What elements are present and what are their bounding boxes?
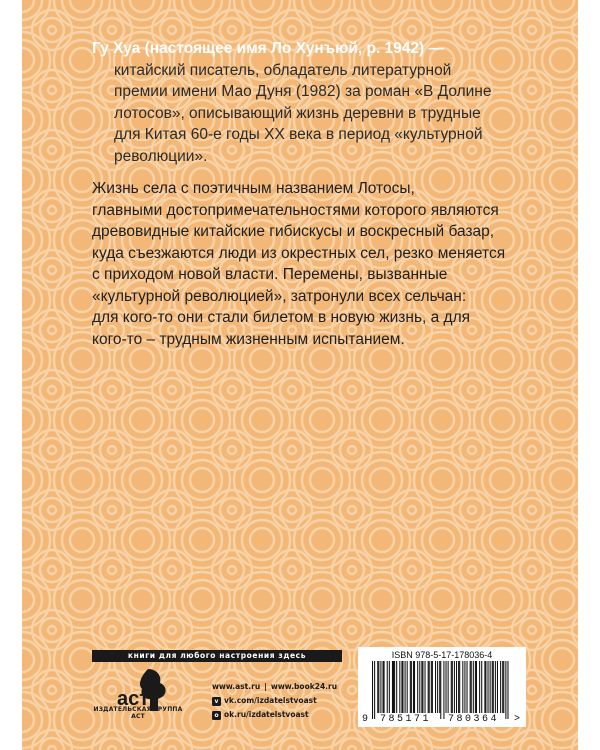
blurb-line: с приходом новой власти. Перемены, вызванные <box>92 266 448 283</box>
barcode-bar <box>503 661 504 713</box>
barcode-bar <box>476 661 477 713</box>
barcode-bar <box>421 661 422 713</box>
barcode-bar <box>393 661 394 713</box>
barcode-bar <box>439 661 440 713</box>
barcode-bar <box>467 661 468 713</box>
barcode-bar <box>481 661 482 713</box>
barcode-bar <box>399 661 400 713</box>
barcode-bar <box>488 661 489 713</box>
link-separator: | <box>264 682 267 691</box>
author-name: Гу Хуа (настоящее имя Ло Хунъюй, р. 1942) — <box>92 40 445 57</box>
blurb-line: главными достопримечательностями которого являются <box>92 201 499 219</box>
barcode-bar <box>414 661 415 713</box>
publisher-links <box>212 680 337 722</box>
barcode-bar <box>458 661 459 713</box>
barcode-bar <box>479 661 480 713</box>
barcode-bar <box>389 661 390 713</box>
barcode-bar <box>425 661 426 713</box>
isbn-barcode <box>358 647 526 727</box>
barcode-bar <box>464 661 465 713</box>
barcode-bar <box>380 661 381 713</box>
barcode-bar <box>490 661 491 713</box>
barcode-bar <box>492 661 493 713</box>
barcode-bar <box>446 661 447 713</box>
barcode-bar <box>431 661 432 713</box>
author-bio-line: революции». <box>114 147 208 165</box>
barcode-bar <box>419 661 420 713</box>
barcode-digit-left: 785171 <box>380 714 432 725</box>
barcode-bar <box>470 661 471 713</box>
barcode-bar <box>428 661 429 713</box>
barcode-bar <box>422 661 423 713</box>
barcode-bar <box>443 661 444 719</box>
barcode-digit-right: 780364 <box>448 714 500 725</box>
author-bio-line: премии имени Мао Дуня (1982) за роман «В Долине <box>114 83 492 100</box>
barcode-bar <box>493 661 494 713</box>
barcode-bar <box>378 661 379 713</box>
ok-link[interactable]: ok.ru/izdatelstvoast <box>224 710 309 719</box>
barcode-bar <box>401 661 402 713</box>
author-bio-line: для Китая 60-е годы XX века в период «культурной <box>114 126 483 143</box>
barcode-bar <box>448 661 449 713</box>
barcode-bar <box>473 661 474 713</box>
blurb-line: кого-то – трудным жизненным испытанием. <box>92 330 405 348</box>
barcode-bar <box>410 661 411 713</box>
barcode-bar <box>497 661 498 713</box>
barcode-bar <box>459 661 460 713</box>
vk-icon: v <box>212 697 221 706</box>
barcode-bar <box>505 661 506 719</box>
vk-link[interactable]: vk.com/izdatelstvoast <box>224 696 317 705</box>
barcode-bar <box>377 661 378 713</box>
ok-icon: o <box>212 711 221 720</box>
blurb-line: Жизнь села с поэтичным названием Лотосы, <box>92 180 415 197</box>
barcode-bar <box>413 661 414 713</box>
barcode-bar <box>502 661 503 713</box>
barcode-bar <box>495 661 496 713</box>
barcode-bar <box>392 661 393 713</box>
barcode-digit-arrow: > <box>514 714 521 725</box>
isbn-label: ISBN 978-5-17-178036-4 <box>391 650 493 660</box>
barcode-bar <box>411 661 412 713</box>
barcode-bar <box>429 661 430 713</box>
barcode-bar <box>451 661 452 713</box>
website-link-ast[interactable]: www.ast.ru <box>212 682 261 691</box>
barcode-bar <box>396 661 397 713</box>
barcode-bar <box>440 661 441 719</box>
barcode-bar <box>372 661 373 719</box>
barcode-bar <box>383 661 384 713</box>
book-back-cover <box>22 0 578 750</box>
book-blurb <box>92 178 532 350</box>
author-bio <box>92 38 512 167</box>
blurb-line: древовидные китайские гибискусы и воскресный базар, <box>92 223 495 240</box>
barcode-bar <box>456 661 457 713</box>
barcode-bar <box>437 661 438 713</box>
barcode-bar <box>435 661 436 713</box>
publisher-caption: ИЗДАТЕЛЬСКАЯ ГРУППА АСТ <box>93 706 183 720</box>
blurb-line: куда съезжаются люди из окрестных сел, резко меняется <box>92 244 506 262</box>
website-link-book24[interactable]: www.book24.ru <box>270 682 338 691</box>
barcode-bar <box>394 661 395 713</box>
blurb-line: для кого-то они стали билетом в новую жизнь, а для <box>92 309 471 326</box>
barcode-bar <box>374 661 375 719</box>
barcode-bar <box>485 661 486 713</box>
barcode-bar <box>507 661 508 719</box>
barcode-bar <box>417 661 418 713</box>
barcode-bar <box>484 661 485 713</box>
author-bio-line: китайский писатель, обладатель литературной <box>114 61 452 79</box>
barcode-bar <box>407 661 408 713</box>
barcode-bar <box>452 661 453 713</box>
author-bio-line: лотосов», описывающий жизнь деревни в трудные <box>114 104 481 122</box>
ast-logo-text: аст <box>117 688 150 710</box>
barcode-bar <box>405 661 406 713</box>
barcode-bar <box>500 661 501 713</box>
barcode-bar <box>454 661 455 713</box>
barcode-bar <box>471 661 472 713</box>
barcode-bar <box>462 661 463 713</box>
barcode-bar <box>402 661 403 713</box>
barcode-bar <box>387 661 388 713</box>
barcode-bar <box>432 661 433 713</box>
slogan-banner: книги для любого настроения здесь <box>92 650 342 662</box>
barcode-bar <box>475 661 476 713</box>
barcode-bar <box>384 661 385 713</box>
barcode-digit-prefix: 9 <box>362 714 369 725</box>
blurb-line: «культурной революцией», затронули всех сельчан: <box>92 287 467 305</box>
